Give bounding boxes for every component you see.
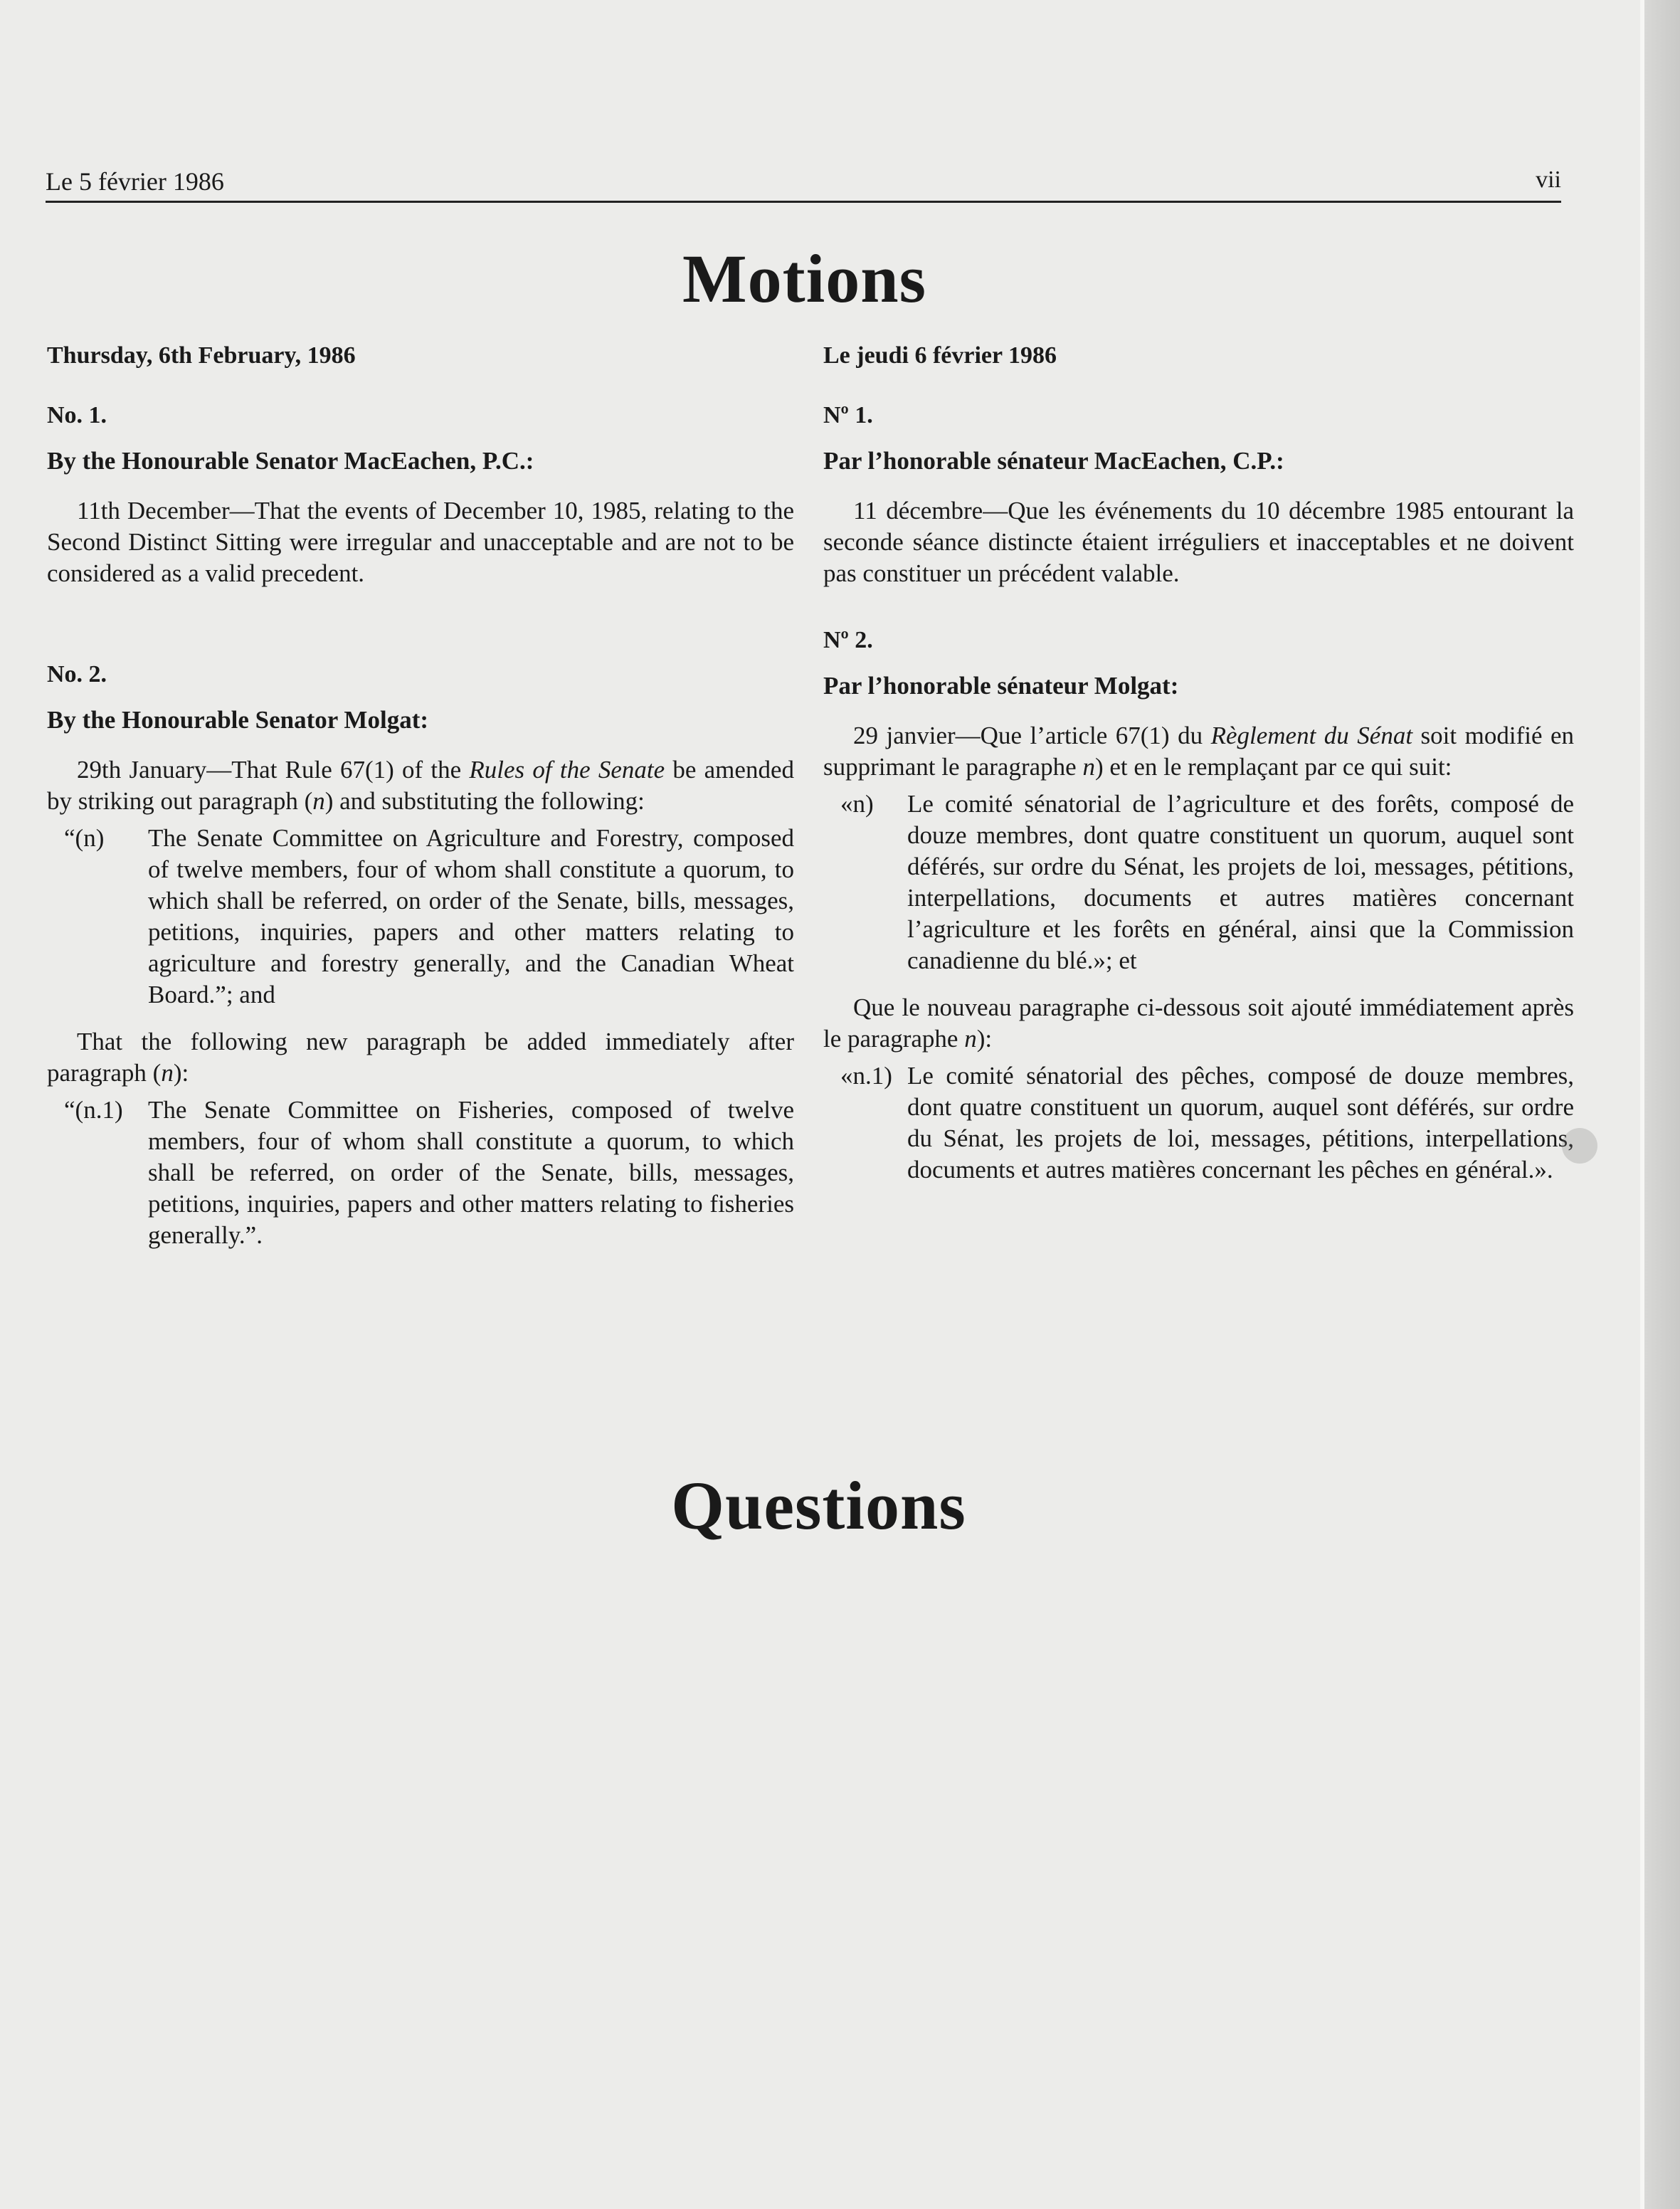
paragraph-n1-tag-fr: «n.1) — [840, 1062, 892, 1090]
french-column — [823, 340, 1574, 1186]
paragraph-n-amendment-fr — [823, 789, 1574, 976]
scan-smudge — [1562, 1128, 1597, 1164]
paragraph-n1-tag: “(n.1) — [64, 1096, 123, 1124]
motion-sponsor-1: By the Honourable Senator MacEachen, P.C.: — [47, 447, 534, 475]
header-date: Le 5 février 1986 — [46, 167, 224, 196]
paragraph-n-text: The Senate Committee on Agriculture and Forestry, composed of twelve members, four of whom shall constitute a quorum, to which shall be referred, on order of the Senate, bills, messages, petitions, inquiries, papers and other matters relating to agriculture and forestry generally, and the Canadian Wheat Board.”; and — [148, 824, 794, 1008]
running-header — [46, 161, 1561, 203]
paragraph-n1-text: The Senate Committee on Fisheries, composed of twelve members, four of whom shall constitute a quorum, to which shall be referred, on order of the Senate, bills, messages, petitions, inquiries, papers and other matters relating to fisheries generally.”. — [148, 1096, 794, 1249]
motion-number-2-fr: Nº 2. — [823, 627, 873, 653]
motion-number-1: No. 1. — [47, 402, 107, 428]
motion-number-2: No. 2. — [47, 661, 107, 687]
english-date: Thursday, 6th February, 1986 — [47, 342, 356, 369]
motion-number-1-fr: Nº 1. — [823, 402, 873, 428]
paragraph-n1-amendment-fr — [823, 1060, 1574, 1186]
rules-of-senate-title: Rules of the Senate — [469, 756, 665, 784]
new-paragraph-intro-fr: Que le nouveau paragraphe ci-dessous soit ajouté immédiatement après le paragraphe n): — [823, 993, 1574, 1053]
questions-heading: Questions — [671, 1467, 966, 1544]
new-paragraph-intro: That the following new paragraph be added immediately after paragraph (n): — [47, 1028, 794, 1087]
english-column — [47, 340, 794, 1251]
motion-text-2: 29th January—That Rule 67(1) of the Rules of the Senate be amended by striking out paragraph (n) and substituting the following: — [47, 756, 794, 815]
paragraph-n-amendment — [47, 823, 794, 1011]
motions-heading: Motions — [682, 241, 926, 317]
french-date: Le jeudi 6 février 1986 — [823, 342, 1057, 369]
motion-sponsor-2: By the Honourable Senator Molgat: — [47, 706, 429, 734]
page-number: vii — [1536, 167, 1561, 193]
paragraph-n-tag-fr: «n) — [840, 790, 874, 818]
paragraph-n1-text-fr: Le comité sénatorial des pêches, composé de douze membres, dont quatre constituent un quorum, auquel sont déférés, sur ordre du Sénat, les projets de loi, messages, pétitions, interpellations, documents et autres matières concernant les pêches en général.». — [907, 1062, 1574, 1183]
motion-sponsor-2-fr: Par l’honorable sénateur Molgat: — [823, 672, 1179, 700]
reglement-du-senat-title: Règlement du Sénat — [1210, 722, 1413, 749]
motion-sponsor-1-fr: Par l’honorable sénateur MacEachen, C.P.: — [823, 447, 1284, 475]
scanner-edge — [1644, 0, 1680, 2209]
motion-text-1: 11th December—That the events of December 10, 1985, relating to the Second Distinct Sitting were irregular and unacceptable and are not to be considered as a valid precedent. — [47, 497, 794, 587]
motion-text-2-fr: 29 janvier—Que l’article 67(1) du Règlement du Sénat soit modifié en supprimant le paragraphe n) et en le remplaçant par ce qui suit: — [823, 722, 1575, 781]
paragraph-n-text-fr: Le comité sénatorial de l’agriculture et des forêts, composé de douze membres, dont quatre constituent un quorum, auquel sont déférés, sur ordre du Sénat, les projets de loi, messages, pétitions, interpellations, documents et autres matières concernant l’agriculture et les forêts en général, ainsi que la Commission canadienne du blé.»; et — [907, 790, 1574, 974]
paragraph-n-tag: “(n) — [64, 824, 105, 852]
motion-text-1-fr: 11 décembre—Que les événements du 10 décembre 1985 entourant la seconde séance distincte étaient irréguliers et inacceptables et ne doivent pas constituer un précédent valable. — [823, 497, 1574, 587]
paragraph-n1-amendment — [47, 1095, 794, 1251]
